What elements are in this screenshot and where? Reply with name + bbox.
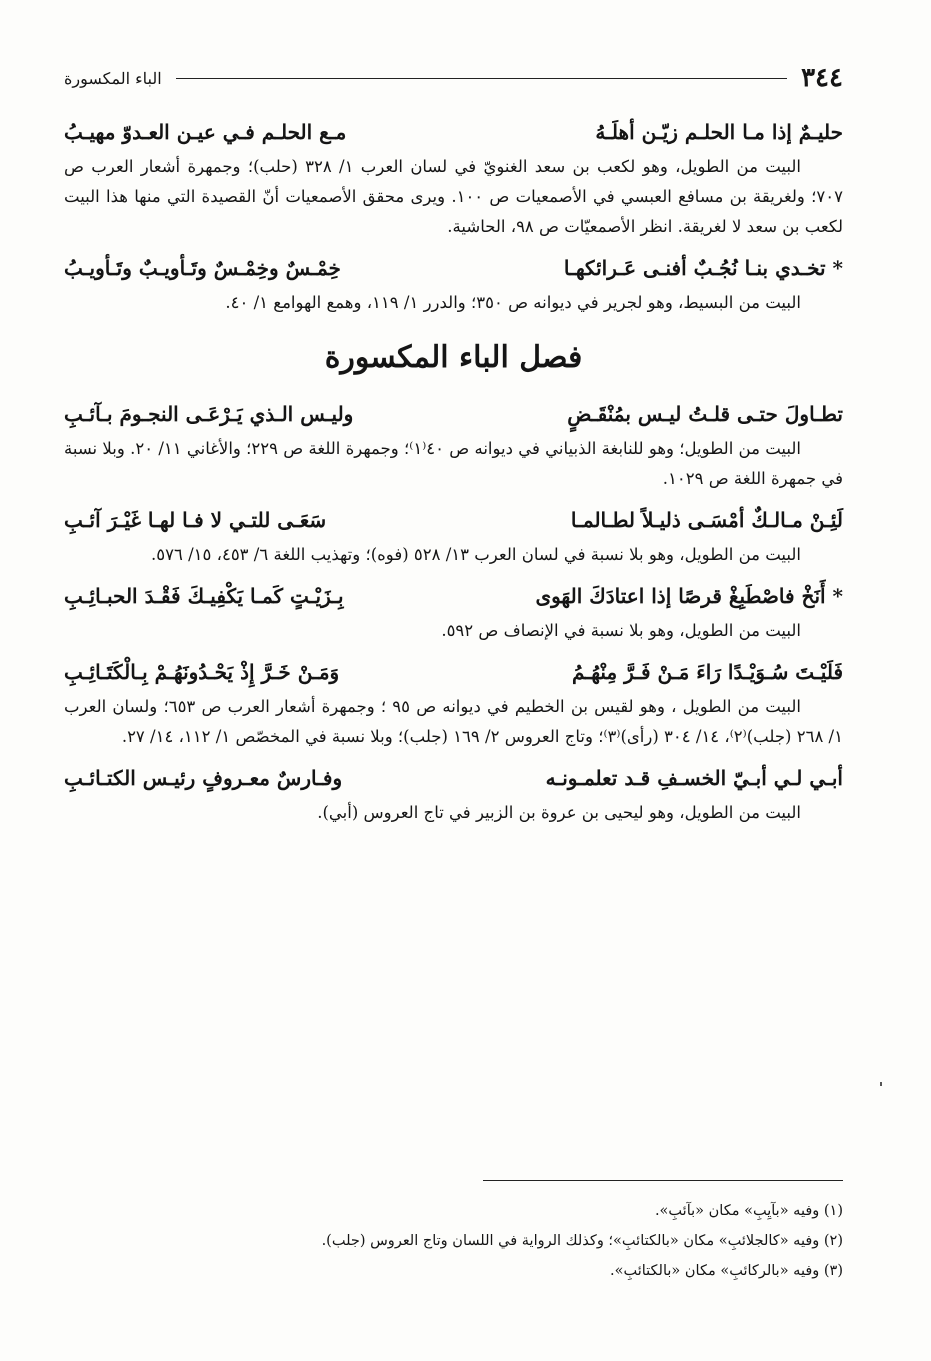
verse-first-hemistich: أبـي لـي أبـيّ الخسـفِ قـد تعلمـونـه: [545, 766, 843, 790]
verse-first-hemistich: * تخـدي بنـا نُجُـبٌ أفنـى عَـرائكهـا: [563, 256, 843, 280]
verse: [64, 576, 843, 616]
verse: [64, 758, 843, 798]
header-rule: [176, 78, 787, 79]
section-title: فصل الباء المكسورة: [324, 340, 583, 375]
verse-first-hemistich: فَلَيْـتَ سُـوَيْـدًا رَاءَ مَـنْ فَـرَّ مِنْهُـمُ: [572, 660, 843, 684]
verse-first-hemistich: حليـمٌ إذا مـا الحلـم زيّـن أهلَـهُ: [595, 120, 843, 144]
verse-commentary: البيت من الطويل ، وهو لقيس بن الخطيم في ديوانه ص ٩٥ ؛ وجمهرة أشعار العرب ص ٦٥٣؛ ولسان العرب ١/ ٢٦٨ (جلب)⁽٢⁾، ١٤/ ٣٠٤ (رأى)⁽٣⁾؛ وتاج العروس ٢/ ١٦٩ (جلب)؛ وبلا نسبة في المخصّص ١/ ١١٢، ١٤/ ٢٧.: [64, 697, 843, 746]
verse-first-hemistich: * أَنَخْ فاصْطَبِغْ قرصًا إذا اعتادَكَ الهَوى: [535, 584, 843, 608]
verse-commentary: البيت من الطويل، وهو بلا نسبة في لسان العرب ١٣/ ٥٢٨ (فوه)؛ وتهذيب اللغة ٦/ ٤٥٣، ١٥/ ٥٧٦.: [150, 545, 801, 564]
footnote: (٢) وفيه «كالجلائبِ» مكان «بالكتائبِ»؛ وكذلك الرواية في اللسان وتاج العروس (جلب).: [321, 1233, 843, 1249]
verse: [64, 248, 843, 288]
verse-commentary: البيت من الطويل، وهو بلا نسبة في الإنصاف ص ٥٩٢.: [441, 621, 801, 640]
verse-second-hemistich: وَمَـنْ خَـرَّ إِذْ يَحْـدُونَهُـمْ بِـالْكَتَـائِـبِ: [64, 660, 340, 684]
verse: [64, 112, 843, 152]
verse-second-hemistich: وفـارسٌ معـروفٍ رئيـس الكتـائـبِ: [64, 766, 343, 790]
verse-second-hemistich: بِـزَيْـتٍ كَمـا يَكْفِيـكَ فَقْـدَ الحبـائِـبِ: [64, 584, 344, 608]
verse-commentary: البيت من الطويل، وهو ليحيى بن عروة بن الزبير في تاج العروس (أبي).: [317, 803, 801, 822]
verse-second-hemistich: سَعَـى للتـي لا فـا لهـا غَيْـرَ آئـبِ: [64, 508, 327, 532]
verse-commentary: البيت من البسيط، وهو لجرير في ديوانه ص ٣٥٠؛ والدرر ١/ ١١٩، وهمع الهوامع ١/ ٤٠.: [225, 293, 801, 312]
verse: [64, 500, 843, 540]
footnote: (٣) وفيه «بالركائبِ» مكان «بالكتائبِ».: [610, 1263, 843, 1279]
footnote: (١) وفيه «بآيِبِ» مكان «بآئبِ».: [654, 1203, 843, 1219]
page-header: [64, 58, 843, 98]
verse-first-hemistich: لَئِـنْ مـالـكٌ أمْسَـى ذليـلاً لطـالمـا: [570, 508, 843, 532]
running-title: الباء المكسورة: [64, 68, 162, 88]
verse-second-hemistich: مـع الحلـم فـي عيـن العـدوّ مهيـبُ: [64, 120, 347, 144]
verse-commentary: البيت من الطويل؛ وهو للنابغة الذبياني في ديوانه ص ٤٠⁽١⁾؛ وجمهرة اللغة ص ٢٢٩؛ والأغاني ١١/ ٢٠. وبلا نسبة في جمهرة اللغة ص ١٠٢٩.: [64, 439, 843, 488]
page-body: [64, 112, 843, 834]
margin-mark: [880, 1082, 882, 1086]
verse-second-hemistich: خِمْـسٌ وخِمْـسٌ وتَـأويـبٌ وتَـأويـبُ: [64, 256, 341, 280]
footnote-rule: [483, 1180, 843, 1181]
verse-first-hemistich: تطـاولَ حتـى قلـتُ ليـس بمُنْقَـضٍ: [567, 402, 843, 426]
verse-second-hemistich: وليـس الـذي يَـرْعَـى النجـومَ بـآئـبِ: [64, 402, 354, 426]
page-number: ٣٤٤: [801, 63, 843, 93]
verse: [64, 394, 843, 434]
footnotes: [64, 1196, 843, 1286]
verse-commentary: البيت من الطويل، وهو لكعب بن سعد الغنويّ في لسان العرب ١/ ٣٢٨ (حلب)؛ وجمهرة أشعار العرب ص ٧٠٧؛ ولغريقة بن مسافع العبسي في الأصمعيات ص ١٠٠. ويرى محقق الأصمعيات أنّ القصيدة التي منها هذا البيت لكعب بن سعد لا لغريقة. انظر الأصمعيّات ص ٩٨، الحاشية.: [64, 157, 843, 236]
verse: [64, 652, 843, 692]
